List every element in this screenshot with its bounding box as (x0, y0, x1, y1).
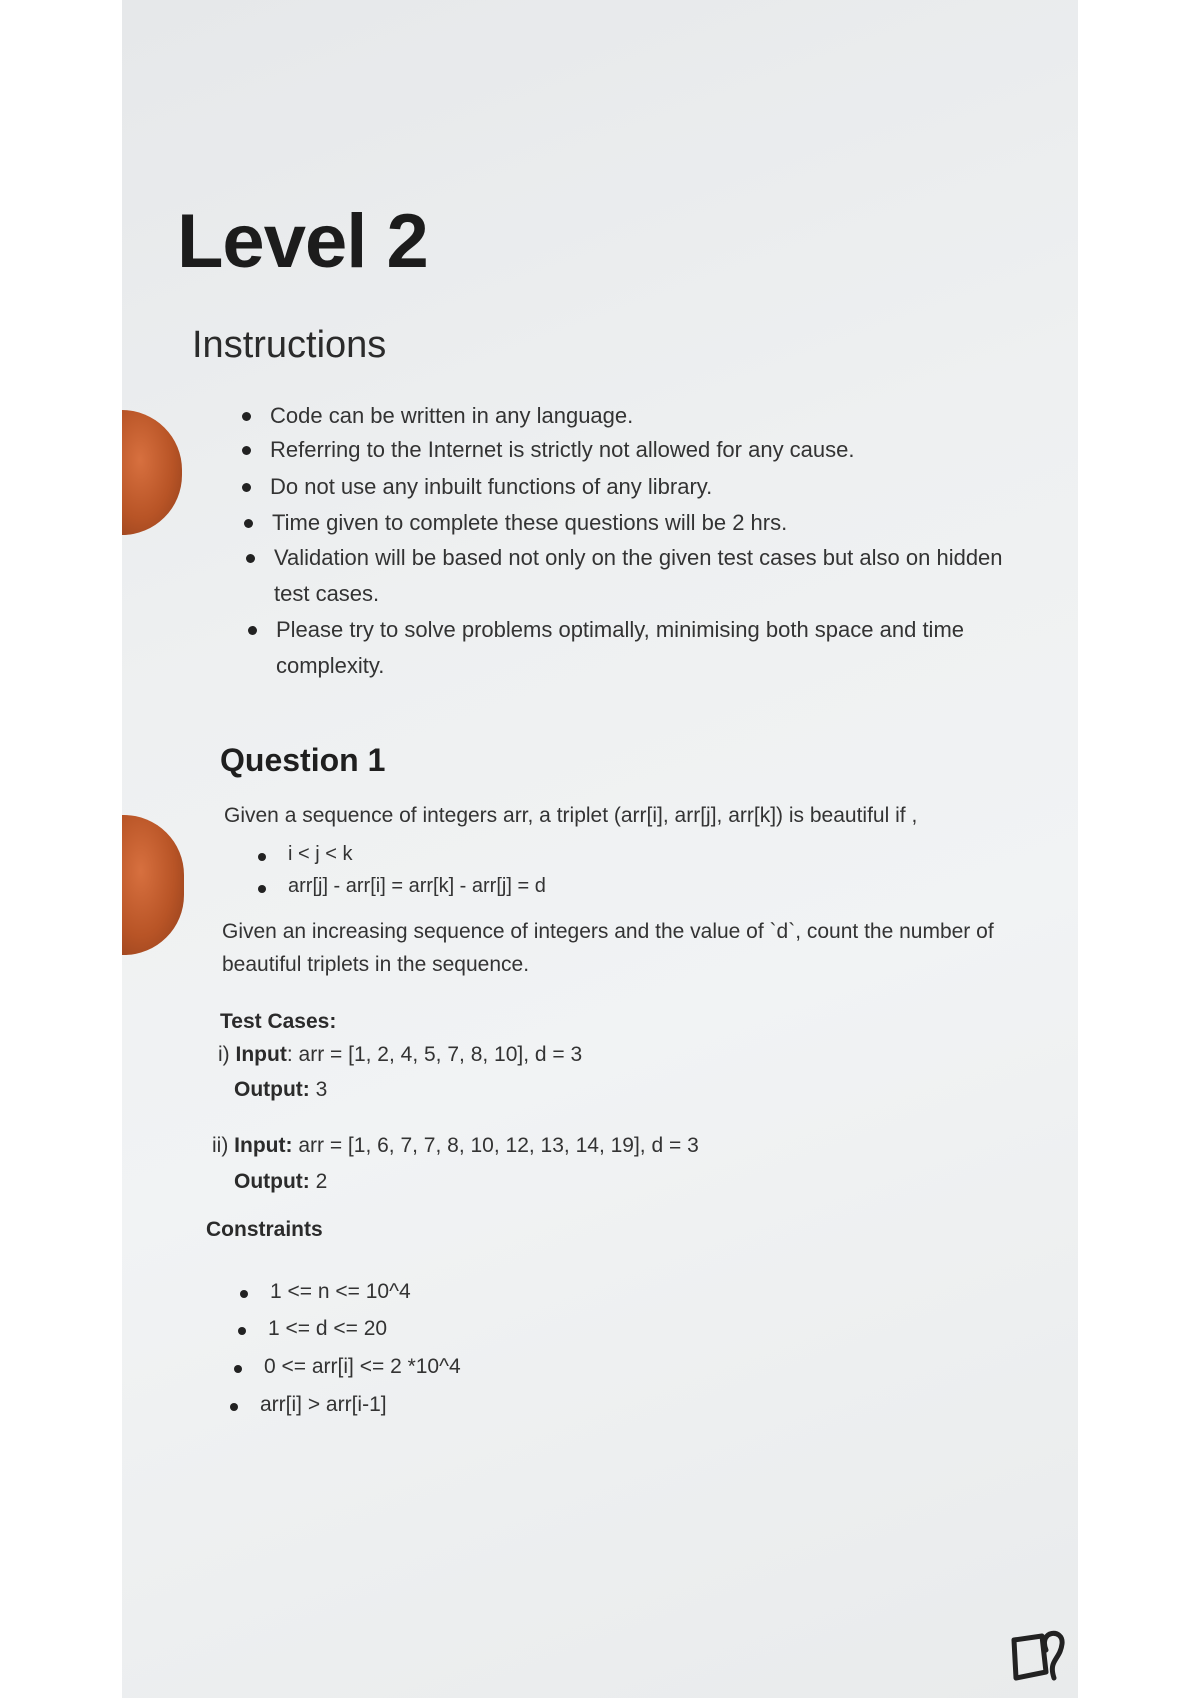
question-heading: Question 1 (220, 742, 386, 778)
task-line: beautiful triplets in the sequence. (222, 953, 530, 976)
test-case-input: i) Input: arr = [1, 2, 4, 5, 7, 8, 10], d = 3 (218, 1043, 583, 1066)
question-intro: Given a sequence of integers arr, a triplet (arr[i], arr[j], arr[k]) is beautiful if , (224, 804, 918, 827)
task-line: Given an increasing sequence of integers and the value of `d`, count the number of (222, 920, 994, 943)
bullet-icon (248, 626, 257, 635)
bullet-icon (230, 1403, 238, 1411)
bullet-icon (258, 885, 266, 893)
constraints-heading: Constraints (206, 1218, 323, 1241)
finger-bottom (122, 815, 184, 955)
bullet-icon (240, 1290, 248, 1298)
bullet-icon (242, 483, 251, 492)
bullet-icon (246, 554, 255, 563)
finger-top (122, 410, 182, 535)
bullet-icon (234, 1365, 242, 1373)
bullet-icon (242, 446, 251, 455)
bullet-icon (244, 519, 253, 528)
page-title: Level 2 (177, 199, 428, 284)
bullet-icon (242, 412, 251, 421)
test-cases-label: Test Cases: (220, 1010, 337, 1033)
test-case-input: ii) Input: arr = [1, 6, 7, 7, 8, 10, 12, 13, 14, 19], d = 3 (212, 1134, 699, 1157)
test-case-output: Output: 3 (234, 1078, 328, 1101)
bullet-icon (258, 853, 266, 861)
scanner-logo-icon (1002, 1620, 1072, 1690)
paper-sheet: Level 2 Instructions Code can be written in any language. Referring to the Internet is strictly not allowed for any cause. Do not use any inbuilt functions of any library. Time given to complete these questions will be 2 hrs. Validation will be based not only on the given test cases but also on hidden test cases. Please try to solve problems optimally, minimising both space and time complexity. Question 1 Given a sequence of integers arr, a triplet (arr[i], arr[j], arr[k]) is beautiful if , i < j < k arr[j] - arr[i] = arr[k] - arr[j] = d Given an increasing sequence of integers and the value of `d`, count the number of beautiful triplets in the sequence. Test Cases: i) Input: arr = [1, 2, 4, 5, 7, 8, 10], d = 3 Output: 3 ii) Input: arr = [1, 6, 7, 7, 8, 10, 12, 13, 14, 19], d = 3 Output: 2 Constraints 1 <= n <= 10^4 1 <= d <= 20 0 <= arr[i] <= 2 *10^4 arr[i] > arr[i-1] (122, 0, 1078, 1698)
bullet-icon (238, 1327, 246, 1335)
instructions-heading: Instructions (192, 324, 387, 366)
test-case-output: Output: 2 (234, 1170, 328, 1193)
